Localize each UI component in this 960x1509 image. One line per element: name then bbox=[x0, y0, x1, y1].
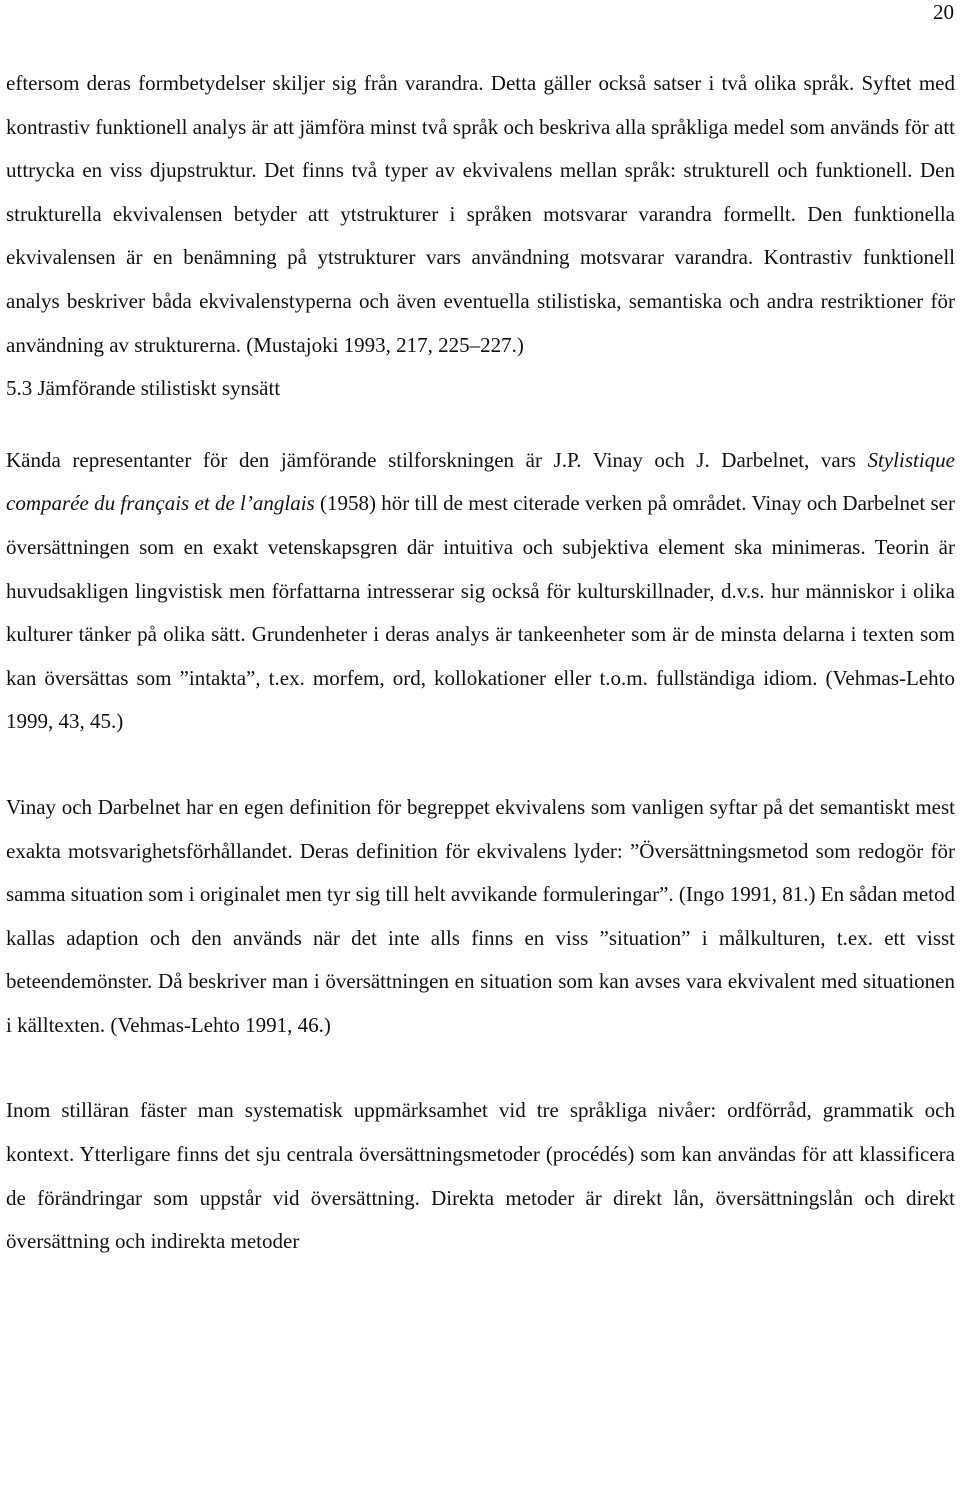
document-body bbox=[6, 62, 955, 1264]
paragraph-contrastive-analysis: eftersom deras formbetydelser skiljer sig från varandra. Detta gäller också satser i två olika språk. Syftet med kontrastiv funktionell analys är att jämföra minst två språk och beskriva alla språkliga medel som används för att uttrycka en viss djupstruktur. Det finns två typer av ekvivalens mellan språk: strukturell och funktionell. Den strukturella ekvivalensen betyder att ytstrukturer i språken motsvarar varandra formellt. Den funktionella ekvivalensen är en benämning på ytstrukturer vars användning motsvarar varandra. Kontrastiv funktionell analys beskriver båda ekvivalenstyperna och även eventuella stilistiska, semantiska och andra restriktioner för användning av strukturerna. (Mustajoki 1993, 217, 225–227.) bbox=[6, 71, 955, 357]
paragraph-stylistics-levels: Inom stilläran fäster man systematisk uppmärksamhet vid tre språkliga nivåer: ordförråd, grammatik och kontext. Ytterligare finns det sju centrala översättningsmetoder (procédés) som kan användas för att klassificera de förändringar som uppstår vid översättning. Direkta metoder är direkt lån, översättningslån och direkt översättning och indirekta metoder bbox=[6, 1098, 955, 1254]
paragraph-text: Kända representanter för den jämförande stilforskningen är J.P. Vinay och J. Darbelnet, vars bbox=[6, 447, 868, 472]
book-title: Stylistique comparée du français et de l’anglais bbox=[6, 447, 955, 516]
paragraph-vinay-darbelnet bbox=[6, 439, 955, 744]
paragraph-text: (1958) hör till de mest citerade verken på området. Vinay och Darbelnet ser översättningen som en exakt vetenskapsgren där intuitiva och subjektiva element ska minimeras. Teorin är huvudsakligen lingvistisk men författarna intresserar sig också för kulturskillnader, d.v.s. hur människor i olika kulturer tänker på olika sätt. Grundenheter i deras analys är tankeenheter som är de minsta delarna i texten som kan översättas som ”intakta”, t.ex. morfem, ord, kollokationer eller t.o.m. fullständiga idiom. (Vehmas-Lehto 1999, 43, 45.) bbox=[6, 491, 955, 734]
section-heading: 5.3 Jämförande stilistiskt synsätt bbox=[6, 376, 281, 401]
paragraph-equivalence-definition: Vinay och Darbelnet har en egen definition för begreppet ekvivalens som vanligen syftar på det semantiskt mest exakta motsvarighetsförhållandet. Deras definition för ekvivalens lyder: ”Översättningsmetod som redogör för samma situation som i originalet men tyr sig till helt avvikande formuleringar”. (Ingo 1991, 81.) En sådan metod kallas adaption och den används när det inte alls finns en viss ”situation” i målkulturen, t.ex. ett visst beteendemönster. Då beskriver man i översättningen en situation som kan avses vara ekvivalent med situationen i källtexten. (Vehmas-Lehto 1991, 46.) bbox=[6, 794, 955, 1037]
page-number: 20 bbox=[933, 0, 954, 24]
